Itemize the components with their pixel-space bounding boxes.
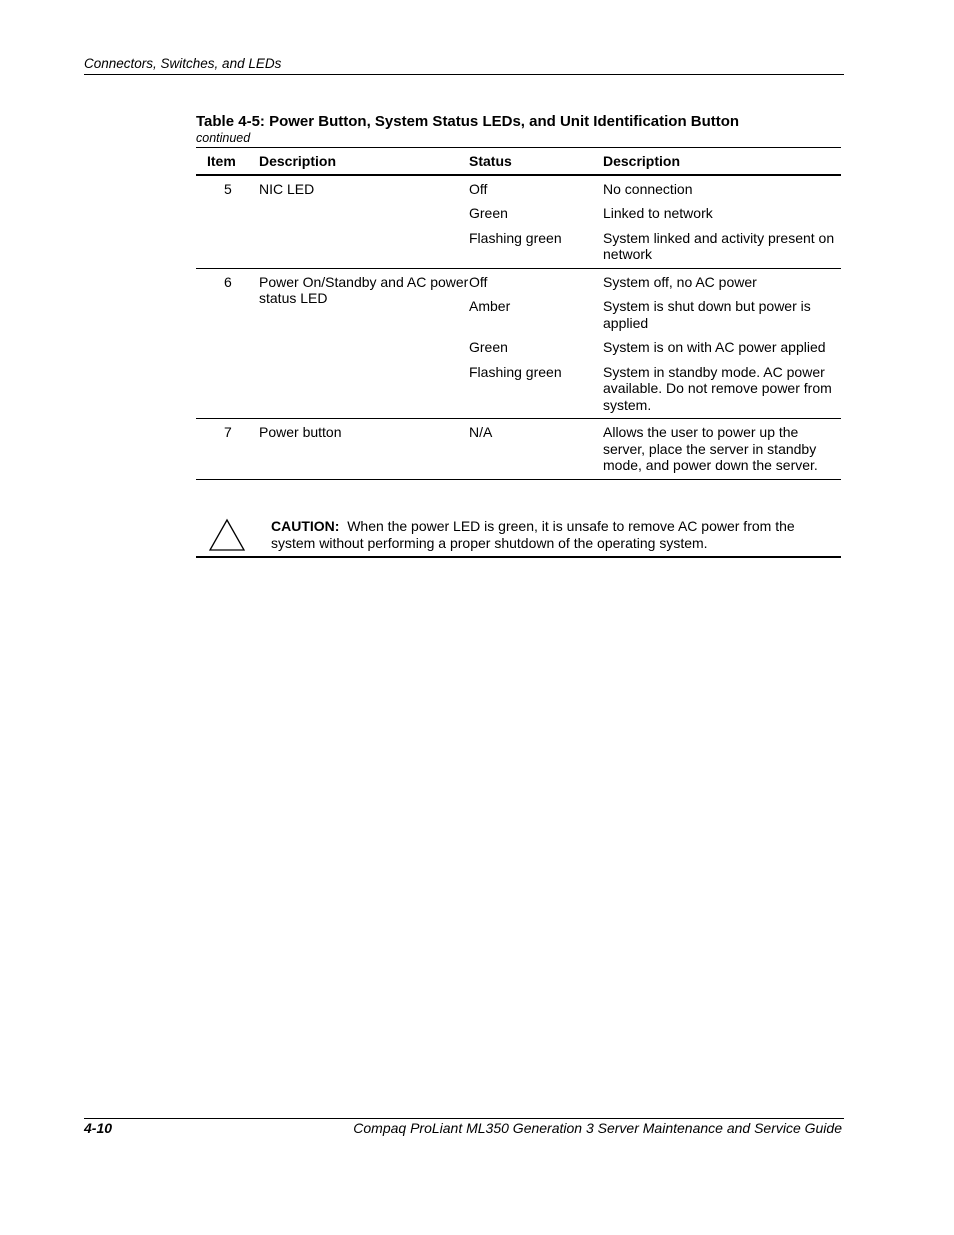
table-row	[196, 175, 841, 198]
page-number: 4-10	[84, 1120, 113, 1136]
status-cell: Green	[469, 205, 508, 221]
status-cell: Amber	[469, 298, 511, 314]
status-meaning: System is on with AC power applied	[603, 339, 826, 355]
document-title: Compaq ProLiant ML350 Generation 3 Server Maintenance and Service Guide	[353, 1120, 842, 1136]
status-cell: Flashing green	[469, 222, 603, 269]
column-header-description: Description	[259, 148, 469, 175]
status-meaning: System in standby mode. AC power available. Do not remove power from system.	[603, 356, 841, 419]
status-cell: Green	[469, 339, 508, 355]
status-cell: Off	[469, 180, 488, 197]
caution-label: CAUTION:	[271, 518, 340, 534]
table-continued-note: continued	[196, 131, 251, 145]
item-description: Power button	[259, 419, 469, 480]
caution-body: When the power LED is green, it is unsafe to remove AC power from the system without performing a proper shutdown of the operating system.	[271, 518, 795, 551]
running-header: Connectors, Switches, and LEDs	[84, 56, 282, 71]
status-meaning: Linked to network	[603, 205, 713, 221]
warning-triangle-icon	[208, 518, 246, 552]
status-meaning: System linked and activity present on network	[603, 222, 841, 269]
header-rule	[84, 74, 844, 75]
status-cell: Off	[469, 273, 488, 290]
status-cell: N/A	[469, 419, 603, 480]
table-row	[196, 268, 841, 290]
status-meaning: No connection	[603, 180, 693, 197]
item-description: NIC LED	[259, 175, 469, 269]
footer-rule	[84, 1118, 844, 1119]
caution-note	[196, 512, 841, 558]
column-header-status-description: Description	[603, 148, 841, 175]
table-header-row	[196, 148, 841, 175]
item-number: 6	[196, 268, 259, 419]
status-meaning: System is shut down but power is applied	[603, 298, 811, 331]
table-title: Table 4-5: Power Button, System Status LEDs, and Unit Identification Button	[196, 113, 740, 130]
caution-text	[271, 518, 831, 551]
column-header-item: Item	[196, 148, 259, 175]
status-meaning: Allows the user to power up the server, place the server in standby mode, and power down the server.	[603, 419, 841, 480]
status-meaning: System off, no AC power	[603, 273, 757, 290]
status-cell: Flashing green	[469, 356, 603, 419]
led-table	[196, 147, 841, 480]
item-number: 5	[196, 175, 259, 269]
table-row	[196, 419, 841, 480]
item-number: 7	[196, 419, 259, 480]
item-description: Power On/Standby and AC power status LED	[259, 268, 469, 419]
column-header-status: Status	[469, 148, 603, 175]
